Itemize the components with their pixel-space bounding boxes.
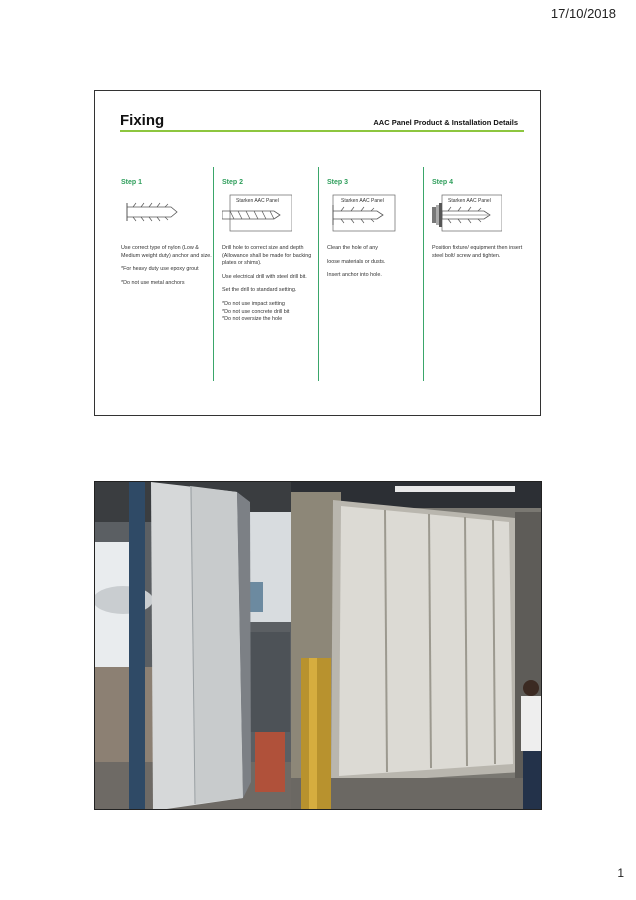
drill-bit-icon	[222, 193, 292, 233]
step-2-paragraph: Drill hole to correct size and depth (Allowance shall be made for backing plates or shims).	[222, 245, 312, 267]
fixing-slide	[94, 90, 541, 416]
step-1-paragraph: *Do not use metal anchors	[121, 279, 185, 286]
step-3-column	[327, 179, 419, 286]
column-divider	[423, 167, 424, 381]
slide-subtitle: AAC Panel Product & Installation Details	[373, 118, 518, 127]
step-4-paragraph: Position fixture/ equipment then insert steel bolt/ screw and tighten.	[432, 245, 523, 259]
slide-title: Fixing	[120, 112, 165, 129]
step-3-label: Step 3	[327, 179, 349, 186]
step-1-paragraph: *For heavy duty use epoxy grout	[121, 266, 199, 273]
page-number: 1	[617, 866, 624, 880]
drill-hole-illustration	[222, 193, 292, 233]
anchor-in-hole-icon	[327, 193, 397, 233]
step-2-paragraph: Set the drill to standard setting.	[222, 287, 297, 294]
installation-photo	[94, 481, 542, 810]
column-divider	[318, 167, 319, 381]
step-3-paragraph: Clean the hole of any	[327, 245, 378, 251]
step-4-label: Step 4	[432, 179, 454, 186]
step-2-paragraph: Use electrical drill with steel drill bit.	[222, 273, 307, 280]
step-3-paragraph: Insert anchor into hole.	[327, 272, 382, 279]
step-1-label: Step 1	[121, 179, 143, 186]
step-4-text	[432, 245, 524, 260]
step-4-column	[432, 179, 524, 266]
nylon-anchor-icon	[121, 193, 191, 233]
screw-fixture-icon	[432, 193, 502, 233]
step-3-paragraph: loose materials or dusts.	[327, 258, 386, 265]
fixture-screw-illustration	[432, 193, 502, 233]
step-2-text	[222, 245, 314, 324]
step-3-panel-caption: Starken AAC Panel	[341, 198, 384, 204]
step-2-panel-caption: Starken AAC Panel	[236, 198, 279, 204]
title-underline	[120, 130, 524, 132]
aac-panel-wall-photo	[95, 482, 542, 810]
step-1-text	[121, 245, 213, 287]
column-divider	[213, 167, 214, 381]
step-1-column	[121, 179, 213, 293]
nylon-anchor-illustration	[121, 193, 191, 233]
step-2-paragraph: *Do not use impact setting *Do not use concrete drill bit *Do not oversize the hole	[222, 300, 290, 323]
insert-anchor-illustration	[327, 193, 397, 233]
step-1-paragraph: Use correct type of nylon (Low & Medium weight duty) anchor and size.	[121, 245, 212, 259]
step-2-label: Step 2	[222, 179, 244, 186]
step-4-panel-caption: Starken AAC Panel	[448, 198, 491, 204]
step-2-column	[222, 179, 314, 330]
print-date: 17/10/2018	[550, 6, 616, 21]
step-3-text	[327, 245, 419, 280]
